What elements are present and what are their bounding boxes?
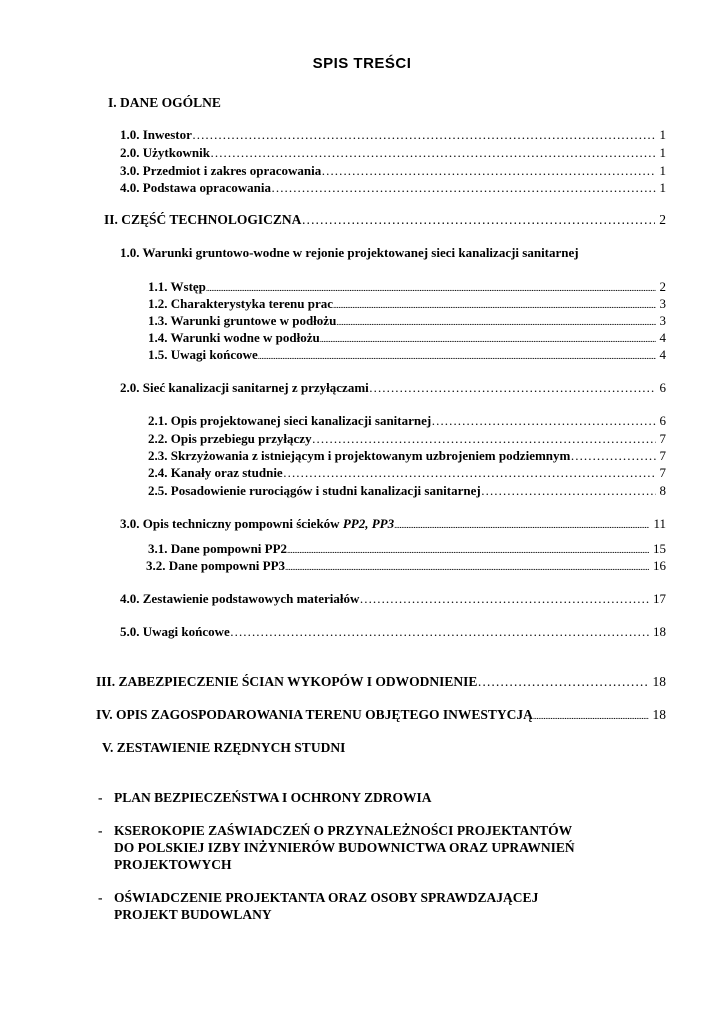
subsection-heading-final-remarks: [120, 624, 666, 640]
toc-entry-final-remarks-1: [148, 347, 666, 364]
toc-entry-label: 2.4. Kanały oraz studnie: [148, 465, 283, 480]
attachment-declaration-line-2: PROJEKT BUDOWLANY: [114, 907, 272, 922]
dot-leader: [359, 591, 649, 607]
dot-leader: [477, 674, 648, 690]
toc-page-number: 4: [659, 330, 666, 345]
toc-entry-pipe-foundation: [148, 483, 666, 499]
toc-entry-label: 4.0. Podstawa opracowania: [120, 180, 271, 195]
dot-leader: [206, 280, 656, 296]
page-title: SPIS TREŚCI: [312, 55, 412, 72]
section-heading-well-elevations: V. ZESTAWIENIE RZĘDNYCH STUDNI: [102, 740, 346, 755]
toc-entry-investor: [120, 127, 666, 143]
toc-entry-label: III. ZABEZPIECZENIE ŚCIAN WYKOPÓW I ODWODNIENIE: [96, 674, 478, 689]
toc-entry-label: 2.5. Posadowienie rurociągów i studni kanalizacji sanitarnej: [148, 483, 481, 498]
dot-leader: [192, 127, 656, 143]
toc-entry-sewer-description: [148, 413, 666, 429]
toc-entry-label: 3.1. Dane pompowni PP2: [148, 541, 288, 556]
toc-entry-ground-conditions: [148, 313, 666, 330]
toc-page-number: 1: [659, 145, 666, 160]
dot-leader: [285, 559, 649, 575]
toc-entry-label: 1.4. Warunki wodne w podłożu: [148, 330, 320, 345]
toc-page-number: 16: [653, 558, 666, 573]
toc-entry-label: 2.0. Użytkownik: [120, 145, 210, 160]
toc-entry-terrain: [148, 296, 666, 313]
toc-page-number: 18: [652, 674, 666, 689]
toc-entry-label: 1.1. Wstęp: [148, 279, 206, 294]
subsection-heading-ground-water: 1.0. Warunki gruntowo-wodne w rejonie projektowanej sieci kanalizacji sanitarnej: [120, 245, 579, 260]
attachment-certificates-line-3: PROJEKTOWYCH: [114, 857, 232, 872]
attachment-certificates-line-1: KSEROKOPIE ZAŚWIADCZEŃ O PRZYNALEŻNOŚCI PROJEKTANTÓW: [114, 823, 573, 838]
dot-leader: [321, 163, 655, 179]
toc-page-number: 3: [659, 313, 666, 328]
section-heading-excavation: [96, 674, 666, 690]
toc-page-number: 17: [653, 591, 666, 606]
toc-entry-label: 3.2. Dane pompowni PP3: [146, 558, 286, 573]
dot-leader: [394, 517, 649, 533]
dot-leader: [312, 431, 656, 447]
toc-entry-label: 1.2. Charakterystyka terenu prac: [148, 296, 333, 311]
dot-leader: [533, 708, 649, 724]
toc-page-number: 7: [659, 448, 666, 463]
attachment-declaration-line-1: OŚWIADCZENIE PROJEKTANTA ORAZ OSOBY SPRAWDZAJĄCEJ: [114, 890, 539, 905]
subsection-heading-pumping-stations: [120, 516, 666, 533]
toc-page-number: 7: [659, 465, 666, 480]
toc-page-number: 4: [659, 347, 666, 362]
dot-leader: [481, 483, 656, 499]
toc-entry-label: 2.0. Sieć kanalizacji sanitarnej z przyłączami: [120, 380, 369, 395]
toc-entry-user: [120, 145, 666, 161]
toc-entry-introduction: [148, 279, 666, 296]
toc-entry-pp3: [146, 558, 666, 575]
attachment-certificates-line-2: DO POLSKIEJ IZBY INŻYNIERÓW BUDOWNICTWA ORAZ UPRAWNIEŃ: [114, 840, 575, 855]
attachment-safety-plan: PLAN BEZPIECZEŃSTWA I OCHRONY ZDROWIA: [114, 790, 432, 805]
toc-page-number: 3: [659, 296, 666, 311]
toc-entry-label: 1.5. Uwagi końcowe: [148, 347, 258, 362]
toc-entry-label: IV. OPIS ZAGOSPODAROWANIA TERENU OBJĘTEGO INWESTYCJĄ: [96, 707, 533, 722]
section-heading-general: I. DANE OGÓLNE: [108, 95, 221, 110]
subsection-heading-sewer-network: [120, 380, 666, 396]
toc-page-number: 7: [659, 431, 666, 446]
toc-page-number: 2: [659, 279, 666, 294]
dot-leader: [301, 212, 655, 228]
heading-text: 3.0. Opis techniczny pompowni ścieków: [120, 516, 343, 531]
toc-page-number: 11: [653, 516, 666, 531]
toc-entry-channels-wells: [148, 465, 666, 481]
dot-leader: [230, 624, 649, 640]
subsection-heading-materials: [120, 591, 666, 607]
toc-entry-connections: [148, 431, 666, 447]
dot-leader: [369, 380, 656, 396]
toc-entry-label: 5.0. Uwagi końcowe: [120, 624, 230, 639]
toc-entry-label: 2.3. Skrzyżowania z istniejącym i projektowanym uzbrojeniem podziemnym: [148, 448, 571, 463]
dot-leader: [258, 348, 656, 364]
toc-entry-label: 4.0. Zestawienie podstawowych materiałów: [120, 591, 360, 606]
attachment-dash: -: [98, 823, 103, 838]
dot-leader: [271, 180, 656, 196]
dot-leader: [320, 331, 656, 347]
dot-leader: [287, 542, 649, 558]
dot-leader: [210, 145, 656, 161]
toc-entry-water-conditions: [148, 330, 666, 347]
toc-page-number: 8: [659, 483, 666, 498]
toc-page-number: 1: [659, 127, 666, 142]
dot-leader: [333, 297, 656, 313]
toc-entry-pp2: [148, 541, 666, 558]
toc-page-number: 6: [659, 380, 666, 395]
toc-page-number: 18: [653, 624, 666, 639]
attachment-dash: -: [98, 790, 103, 805]
toc-page-number: 1: [659, 163, 666, 178]
dot-leader: [570, 448, 655, 464]
toc-entry-scope: [120, 163, 666, 179]
toc-entry-label: 1.0. Inwestor: [120, 127, 192, 142]
toc-entry-label: 2.1. Opis projektowanej sieci kanalizacji sanitarnej: [148, 413, 432, 428]
section-heading-land-development: [96, 707, 666, 724]
dot-leader: [283, 465, 656, 481]
toc-entry-basis: [120, 180, 666, 196]
toc-entry-label: [120, 516, 394, 532]
dot-leader: [336, 314, 655, 330]
toc-entry-label: 1.3. Warunki gruntowe w podłożu: [148, 313, 337, 328]
toc-page-number: 6: [659, 413, 666, 428]
dot-leader: [431, 413, 655, 429]
toc-page-number: 1: [659, 180, 666, 195]
heading-italic-text: PP2, PP3: [342, 516, 395, 531]
toc-page-number: 18: [652, 707, 666, 722]
toc-page-number: 2: [659, 212, 666, 227]
section-heading-technological: [104, 212, 666, 228]
toc-entry-label: 3.0. Przedmiot i zakres opracowania: [120, 163, 322, 178]
toc-entry-crossings: [148, 448, 666, 464]
toc-page-number: 15: [653, 541, 666, 556]
toc-entry-label: 2.2. Opis przebiegu przyłączy: [148, 431, 312, 446]
attachment-dash: -: [98, 890, 103, 905]
toc-entry-label: II. CZĘŚĆ TECHNOLOGICZNA: [104, 212, 302, 227]
